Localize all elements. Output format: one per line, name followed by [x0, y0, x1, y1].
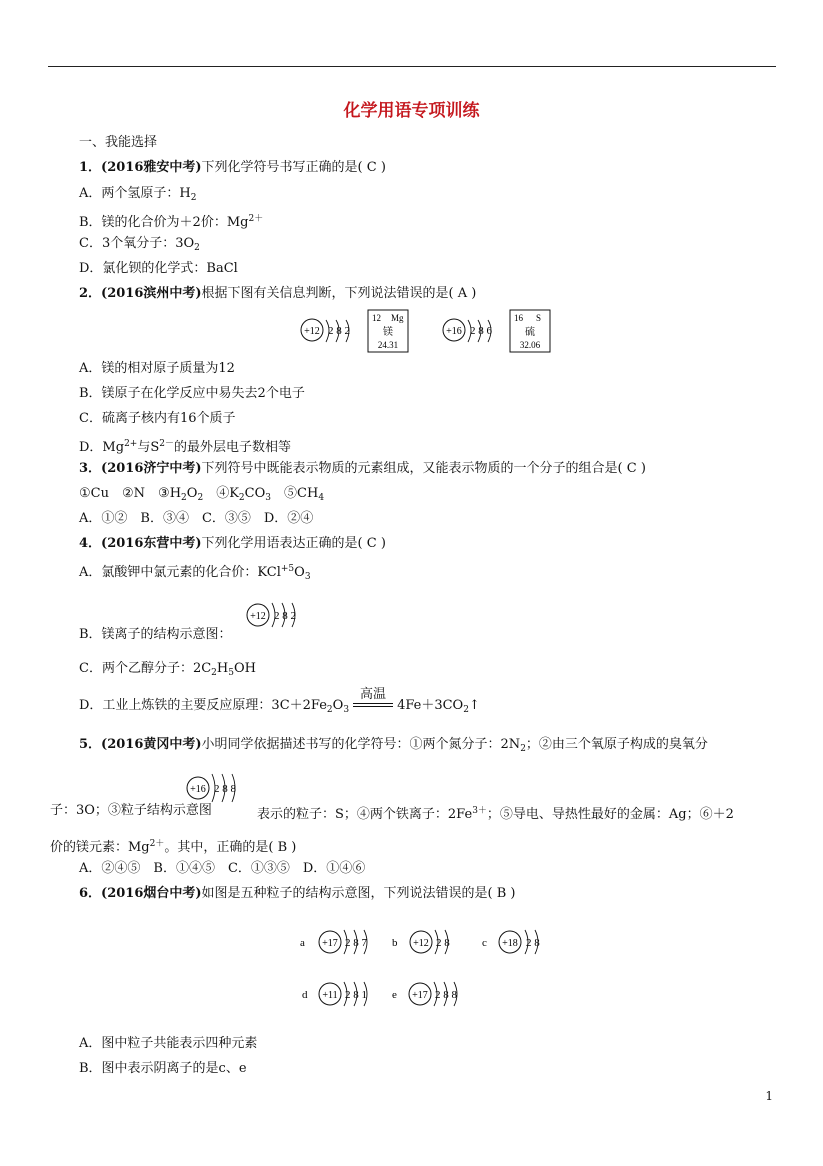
- header-rule: [48, 66, 776, 67]
- q5-options: A．②④⑤ B．①④⑤ C．①③⑤ D．①④⑥: [79, 861, 366, 876]
- svg-text:+17: +17: [412, 990, 428, 1001]
- q3-items: ①Cu ②N $③H_2O_2$ $④K_2CO_3$ $⑤CH_4$: [79, 486, 325, 503]
- q5-line-3: 价的镁元素：$Mg^{2+}$。其中，正确的是( B ): [50, 839, 297, 855]
- page-number: 1: [765, 1089, 773, 1103]
- svg-text:S: S: [536, 313, 542, 323]
- svg-text:+12: +12: [413, 938, 429, 949]
- q4-option-b: B．镁离子的结构示意图：: [79, 627, 232, 642]
- q1-option-c: C．3个氧分子：$3O_2$: [79, 236, 200, 253]
- s-element-card: [510, 310, 550, 352]
- particle-a: [300, 930, 368, 954]
- svg-text:镁: 镁: [383, 327, 393, 338]
- q2-option-b: B．镁原子在化学反应中易失去2个电子: [79, 386, 305, 401]
- q1-option-a: A．两个氢原子：$H_2$: [79, 186, 197, 203]
- svg-text:+17: +17: [322, 938, 338, 949]
- mg-element-card: [368, 310, 408, 352]
- q4-option-a: A．氯酸钾中氯元素的化合价：$KCl^{+5}O_3$: [79, 564, 311, 582]
- q2-option-d: D．$Mg^{2+}$与$S^{2-}$的最外层电子数相等: [79, 439, 291, 455]
- svg-text:+12: +12: [304, 326, 320, 337]
- svg-text:32.06: 32.06: [519, 340, 541, 350]
- q6-option-a: A．图中粒子共能表示四种元素: [79, 1036, 258, 1051]
- svg-text:2 8 2: 2 8 2: [274, 610, 296, 622]
- q2-figure: [298, 308, 558, 356]
- q5-line-2-left: 子：3O；③粒子结构示意图: [50, 803, 212, 818]
- svg-text:硫: 硫: [525, 327, 535, 338]
- question-6: 6．(2016烟台中考)如图是五种粒子的结构示意图，下列说法错误的是( B ): [79, 886, 516, 901]
- svg-text:2 8 2: 2 8 2: [328, 325, 350, 337]
- question-2: 2．(2016滨州中考)根据下图有关信息判断，下列说法错误的是( A ): [79, 286, 477, 301]
- svg-text:2 8 7: 2 8 7: [345, 937, 367, 949]
- svg-text:2 8 8: 2 8 8: [435, 989, 457, 1001]
- q2-option-a: A．镁的相对原子质量为12: [79, 361, 235, 376]
- s-atom-diagram: [443, 319, 493, 342]
- question-1: 1．(2016雅安中考)下列化学符号书写正确的是( C ): [79, 160, 386, 175]
- svg-text:16: 16: [514, 313, 523, 323]
- q4-option-d: D．工业上炼铁的主要反应原理：$3C+2Fe_2O_3$ 高温 $4Fe+3CO_2↑$: [79, 687, 480, 715]
- q2-option-c: C．硫离子核内有16个质子: [79, 411, 236, 426]
- svg-text:2 8 6: 2 8 6: [470, 325, 492, 337]
- svg-text:Mg: Mg: [391, 313, 404, 323]
- svg-text:e: e: [392, 989, 397, 1001]
- svg-text:d: d: [302, 989, 308, 1001]
- svg-text:c: c: [482, 937, 487, 949]
- q6-option-b: B．图中表示阴离子的是c、e: [79, 1061, 247, 1076]
- svg-text:+11: +11: [322, 990, 338, 1001]
- q4-option-c: C．两个乙醇分子：$2C_2H_5OH$: [79, 661, 256, 678]
- svg-text:+18: +18: [502, 938, 518, 949]
- question-5: 5．(2016黄冈中考)小明同学依据描述书写的化学符号：①两个氮分子：$2N_2$；②由三个氧原子构成的臭氧分: [79, 737, 708, 754]
- svg-text:+16: +16: [446, 326, 462, 337]
- svg-text:+12: +12: [250, 611, 266, 622]
- particle-c: [482, 930, 540, 954]
- section-heading: 一、我能选择: [79, 135, 158, 150]
- svg-text:2 8 8: 2 8 8: [214, 783, 236, 795]
- svg-text:a: a: [300, 937, 305, 949]
- svg-text:b: b: [392, 937, 398, 949]
- particle-e: [392, 982, 458, 1006]
- q3-options: A．①② B．③④ C．③⑤ D．②④: [79, 511, 314, 526]
- question-4: 4．(2016东营中考)下列化学用语表达正确的是( C ): [79, 536, 386, 551]
- svg-text:+16: +16: [190, 784, 206, 795]
- particle-b: [392, 930, 450, 954]
- question-3: 3．(2016济宁中考)下列符号中既能表示物质的元素组成，又能表示物质的一个分子的组合是( C ): [79, 461, 646, 476]
- q1-option-d: D．氯化钡的化学式：BaCl: [79, 261, 238, 276]
- reaction-condition: 高温: [353, 688, 393, 707]
- mg-atom-diagram: [301, 319, 350, 342]
- q1-option-b: B．镁的化合价为＋2价：$Mg^{2+}$: [79, 214, 264, 230]
- particle-d: [302, 982, 367, 1006]
- q4-mg-ion-diagram: [243, 593, 313, 637]
- q6-figure: [296, 920, 556, 1020]
- q5-line-2-right: 表示的粒子：S；④两个铁离子：$2Fe^{3+}$；⑤导电、导热性最好的金属：Ag；⑥＋2: [257, 806, 734, 822]
- svg-text:24.31: 24.31: [377, 340, 399, 350]
- svg-text:2 8 1: 2 8 1: [345, 989, 367, 1001]
- page-title: 化学用语专项训练: [343, 101, 480, 121]
- svg-text:2 8: 2 8: [436, 937, 450, 949]
- svg-text:2 8: 2 8: [526, 937, 540, 949]
- svg-text:12: 12: [372, 313, 381, 323]
